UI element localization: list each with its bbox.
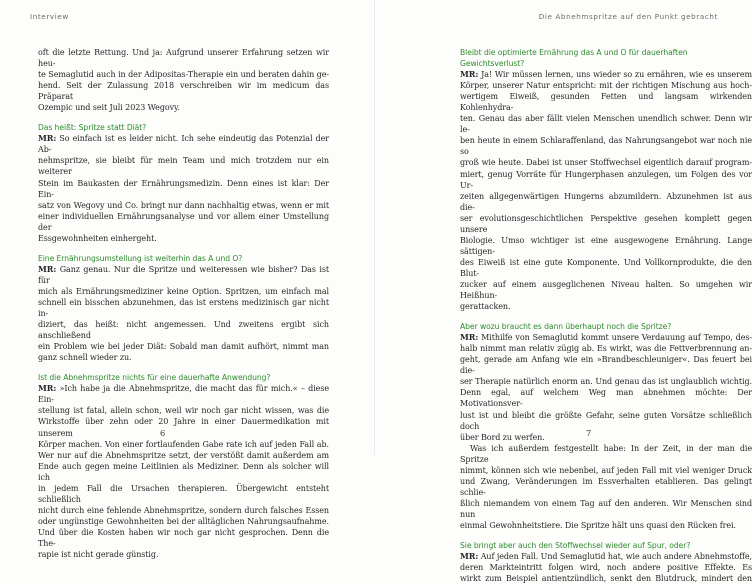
- text-line: geht, gerade am Anfang wie ein »Brandbeschleuniger«. Das feuert bei die-: [460, 355, 752, 376]
- speaker-label: MR:: [38, 383, 57, 394]
- text-line: Was ich außerdem festgestellt habe: In der Zeit, in der man die Spritze: [460, 443, 752, 464]
- text-line: Körper machen. Von einer fortlaufenden Gabe rate ich auf jeden Fall ab.: [38, 439, 329, 449]
- text-line: MR: Ja! Wir müssen lernen, uns wieder so zu ernähren, wie es unserem: [460, 69, 752, 80]
- text-line: ser Therapie natürlich enorm an. Und genau das ist unglaublich wichtig.: [460, 377, 752, 387]
- speaker-label: MR:: [460, 69, 479, 80]
- text-line: diziert, das heißt: nicht angemessen. Und zweitens ergibt sich anschließend: [38, 320, 329, 341]
- text-line: Stein im Baukasten der Ernährungsmedizin. Denn eines ist klar: Der Ein-: [38, 178, 329, 199]
- text-line: ser evolutionsgeschichtlichen Perspektive gesehen komplett gegen unsere: [460, 213, 752, 234]
- text-line: ten. Genau das aber fällt vielen Menschen unendlich schwer. Denn wir le-: [460, 114, 752, 135]
- text-line: Ozempic und seit Juli 2023 Wegovy.: [38, 103, 180, 113]
- question-heading: Eine Ernährungsumstellung ist weiterhin das A und O?: [38, 253, 243, 263]
- text-line: nicht durch eine fehlende Abnehmspritze, sondern durch falsches Essen: [38, 505, 329, 515]
- speaker-label: MR:: [460, 551, 479, 562]
- question-heading: Sie bringt aber auch den Stoffwechsel wieder auf Spur, oder?: [460, 541, 691, 551]
- left-column: [38, 47, 329, 560]
- text-line: satz von Wegovy und Co. bringt nur dann nachhaltig etwas, wenn er mit: [38, 200, 329, 210]
- text-line: groß wie heute. Dabei ist unser Stoffwechsel eigentlich darauf program-: [460, 158, 752, 168]
- right-page: [375, 0, 752, 584]
- text-line: oft die letzte Rettung. Und ja: Aufgrund unserer Erfahrung setzen wir heu-: [38, 48, 329, 69]
- page-number-left: 6: [160, 428, 166, 438]
- text-line: und Zwang, Veränderungen im Essverhalten etablieren. Das gelingt schlie-: [460, 476, 752, 497]
- answer-paragraph: [38, 383, 329, 560]
- answer-paragraph: [460, 332, 752, 531]
- running-head-left: Interview: [30, 12, 69, 21]
- text-line: ßlich niemandem von einem Tag auf den anderen. Wir Menschen sind nun: [460, 498, 752, 519]
- text-line: nimmt, können sich wie nebenbei, auf jeden Fall mit viel weniger Druck: [460, 465, 752, 475]
- speaker-label: MR:: [38, 263, 57, 274]
- text-line: MR: Mithilfe von Semaglutid kommt unsere Verdauung auf Tempo, des-: [460, 332, 752, 343]
- question-heading: Aber wozu braucht es dann überhaupt noch die Spritze?: [460, 322, 672, 332]
- text-line: mich als Ernährungsmediziner keine Option. Spritzen, um einfach mal: [38, 286, 329, 296]
- text-line: zucker auf einem ausgeglichenen Niveau halten. So umgehen wir Heißhun-: [460, 279, 752, 301]
- text-line: ben heute in einem Schlaraffenland, das Nahrungsangebot war noch nie so: [460, 136, 752, 157]
- text-line: Ende auch gegen meine Leitlinien als Mediziner. Denn als solcher will ich: [38, 461, 329, 482]
- text-line: te Semaglutid auch in der Adipositas-Therapie ein und beraten dahin ge-: [38, 70, 329, 80]
- text-line: des Eiweiß ist eine gute Komponente. Und Vollkornprodukte, die den Blut-: [460, 257, 752, 278]
- text-line: rapie ist nicht gerade günstig.: [38, 550, 159, 560]
- text-line: Wirkstoffe über zehn oder 20 Jahre in einer Dauermedikation mit unserem: [38, 417, 329, 438]
- question-heading: Bleibt die optimierte Ernährung das A und O für dauerhaften: [460, 48, 688, 57]
- text-line: MR: »Ich habe ja die Abnehmspritze, die macht das für mich.« – diese Ein-: [38, 383, 330, 405]
- text-line: hend. Seit der Zulassung 2018 verschreiben wir im medicum das Präparat: [38, 81, 329, 102]
- text-line: in jedem Fall die Ursachen therapieren. Übergewicht entsteht schließlich: [38, 483, 329, 504]
- text-line: MR: So einfach ist es leider nicht. Ich sehe eindeutig das Potenzial der Ab-: [38, 133, 329, 155]
- text-line: miert, genug Vorräte für Hungerphasen anzulegen, um Folgen des vor Ur-: [460, 169, 752, 190]
- text-line: lust ist und bleibt die größte Gefahr, seine guten Vorsätze schließlich doch: [460, 410, 752, 431]
- question-heading: Ist die Abnehmspritze nichts für eine dauerhafte Anwendung?: [38, 373, 271, 383]
- text-line: schnell ein bisschen abzunehmen, das ist erstens medizinisch gar nicht in-: [38, 297, 329, 319]
- question-heading: Das heißt: Spritze statt Diät?: [38, 123, 147, 133]
- text-line: MR: Ganz genau. Nur die Spritze und weiteressen wie bisher? Das ist für: [38, 263, 329, 285]
- speaker-label: MR:: [460, 332, 479, 343]
- running-head-right: Die Abnehmspritze auf den Punkt gebracht: [538, 12, 718, 21]
- answer-paragraph: [38, 133, 329, 243]
- text-line: gerattacken.: [460, 302, 511, 312]
- text-line: oder ungünstige Gewohnheiten bei der alltäglichen Nahrungsaufnahme.: [38, 516, 329, 526]
- answer-paragraph: [460, 551, 752, 584]
- text-line: Und über die Kosten haben wir noch gar nicht gesprochen. Denn die The-: [38, 527, 329, 548]
- text-line: Körper, unserer Natur entspricht: mit der richtigen Mischung aus hoch-: [460, 81, 752, 91]
- right-column: [460, 47, 752, 584]
- text-line: MR: Auf jeden Fall. Und Semaglutid hat, wie auch andere Abnehmstoffe,: [460, 551, 752, 562]
- text-line: über Bord zu werfen.: [460, 432, 545, 442]
- text-line: wirkt zum Beispiel antientzündlich, senkt den Blutdruck, mindert den: [460, 574, 752, 584]
- text-line: ein Problem wie bei jeder Diät: Sobald man damit aufhört, nimmt man: [38, 342, 329, 352]
- text-line: wertigem Eiweiß, gesunden Fetten und langsam wirkenden Kohlenhydra-: [460, 92, 752, 113]
- text-line: Biologie. Umso wichtiger ist eine ausgewogene Ernährung. Lange sättigen-: [460, 235, 752, 256]
- text-line: zeiten allgegenwärtigen Hungerns abzumildern. Abzunehmen ist aus die-: [460, 191, 752, 212]
- text-line: deren Markteintritt folgen wird, noch andere positive Effekte. Es: [460, 563, 752, 573]
- text-line: nehmspritze, sie bleibt für mein Team und mich trotzdem nur ein weiterer: [38, 156, 329, 177]
- text-line: halb nimmt man relativ zügig ab. Es wirkt, was die Fettverbrennung an-: [460, 344, 752, 354]
- text-line: Denn egal, auf welchem Weg man abnehmen möchte: Der Motivationsver-: [460, 388, 752, 409]
- page-number-right: 7: [586, 428, 592, 438]
- left-page: [0, 0, 375, 560]
- answer-paragraph: [460, 69, 752, 312]
- text-line: einer individuellen Ernährungsanalyse und vor allem einer Umstellung der: [38, 211, 329, 232]
- text-line: Wer nur auf die Abnehmspritze setzt, der verstößt damit außerdem am: [38, 450, 329, 460]
- text-line: ganz schnell wieder zu.: [38, 353, 132, 363]
- speaker-label: MR:: [38, 133, 57, 144]
- intro-paragraph: [38, 47, 329, 113]
- answer-paragraph: [38, 264, 329, 363]
- text-line: Essgewohnheiten einhergeht.: [38, 233, 157, 243]
- text-line: einmal Gewohnheitstiere. Die Spritze hält uns quasi den Rücken frei.: [460, 520, 736, 530]
- text-line: stellung ist fatal, allein schon, weil wir noch gar nicht wissen, was die: [38, 406, 329, 416]
- question-heading: Gewichtsverlust?: [460, 59, 525, 69]
